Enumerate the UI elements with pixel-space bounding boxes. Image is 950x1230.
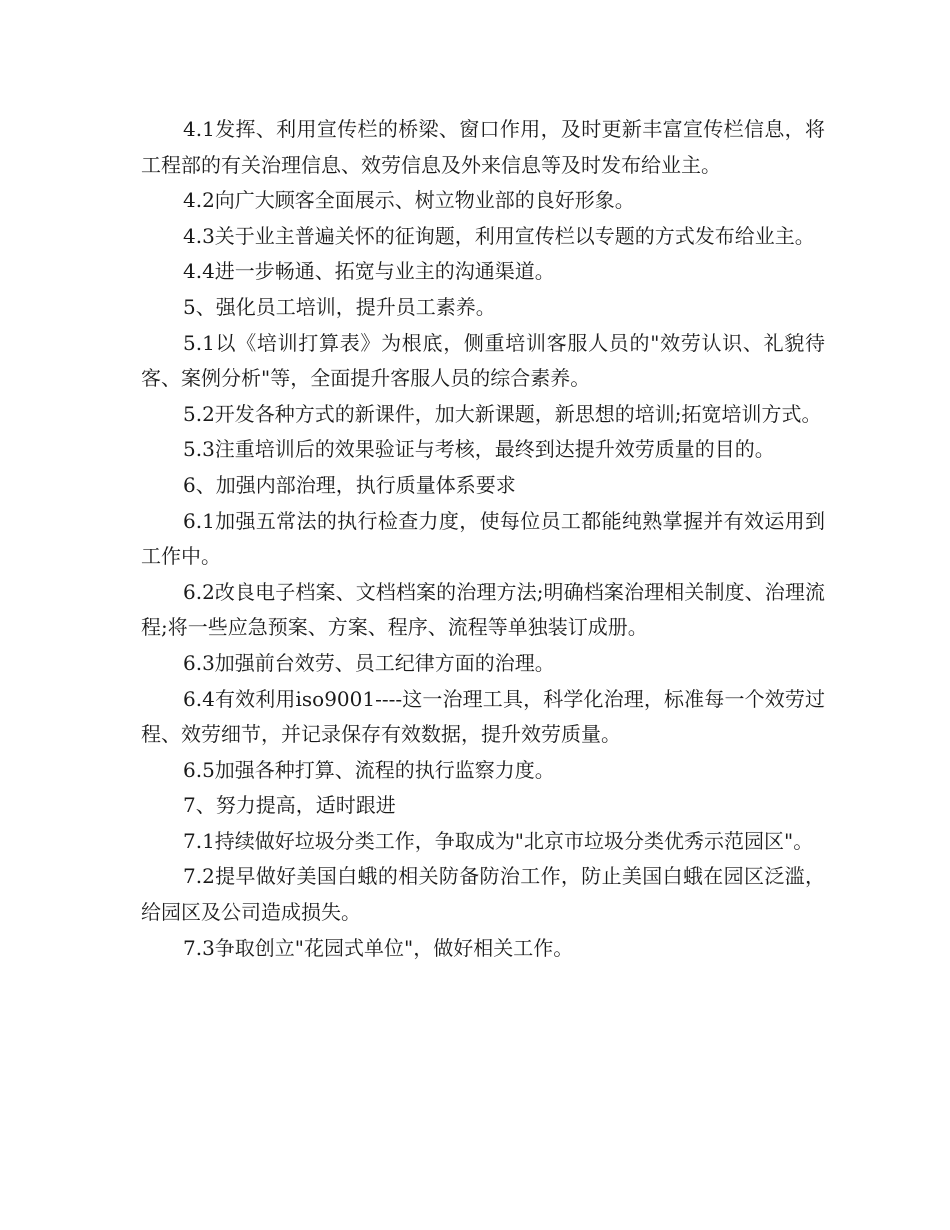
paragraph: 7.1持续做好垃圾分类工作，争取成为"北京市垃圾分类优秀示范园区"。 bbox=[183, 828, 814, 853]
paragraph: 7.2提早做好美国白蛾的相关防备防治工作，防止美国白蛾在园区泛滥，给园区及公司造成损失。 bbox=[141, 864, 825, 925]
paragraph: 5.1以《培训打算表》为根底，侧重培训客服人员的"效劳认识、礼貌待客、案例分析"等，全面提升客服人员的综合素养。 bbox=[141, 330, 825, 391]
paragraph: 6.3加强前台效劳、员工纪律方面的治理。 bbox=[183, 650, 555, 675]
document-body bbox=[141, 112, 825, 966]
section-heading: 7、努力提高，适时跟进 bbox=[183, 793, 396, 818]
section-heading: 5、强化员工培训，提升员工素养。 bbox=[183, 294, 496, 319]
paragraph: 4.1发挥、利用宣传栏的桥梁、窗口作用，及时更新丰富宣传栏信息，将工程部的有关治理信息、效劳信息及外来信息等及时发布给业主。 bbox=[141, 117, 825, 177]
paragraph: 6.2改良电子档案、文档档案的治理方法;明确档案治理相关制度、治理流程;将一些应急预案、方案、程序、流程等单独装订成册。 bbox=[141, 579, 825, 640]
paragraph: 5.2开发各种方式的新课件，加大新课题，新思想的培训;拓宽培训方式。 bbox=[183, 401, 822, 426]
paragraph: 7.3争取创立"花园式单位"，做好相关工作。 bbox=[183, 935, 574, 960]
paragraph: 4.4进一步畅通、拓宽与业主的沟通渠道。 bbox=[183, 259, 555, 284]
paragraph: 4.3关于业主普遍关怀的征询题，利用宣传栏以专题的方式发布给业主。 bbox=[183, 223, 815, 248]
paragraph: 6.4有效利用iso9001----这一治理工具，科学化治理，标准每一个效劳过程、效劳细节，并记录保存有效数据，提升效劳质量。 bbox=[141, 686, 825, 747]
paragraph: 6.1加强五常法的执行检查力度，使每位员工都能纯熟掌握并有效运用到工作中。 bbox=[141, 508, 825, 569]
paragraph: 6.5加强各种打算、流程的执行监察力度。 bbox=[183, 757, 555, 782]
section-heading: 6、加强内部治理，执行质量体系要求 bbox=[183, 472, 516, 497]
paragraph: 4.2向广大顾客全面展示、树立物业部的良好形象。 bbox=[183, 188, 635, 213]
paragraph: 5.3注重培训后的效果验证与考核，最终到达提升效劳质量的目的。 bbox=[183, 437, 775, 462]
